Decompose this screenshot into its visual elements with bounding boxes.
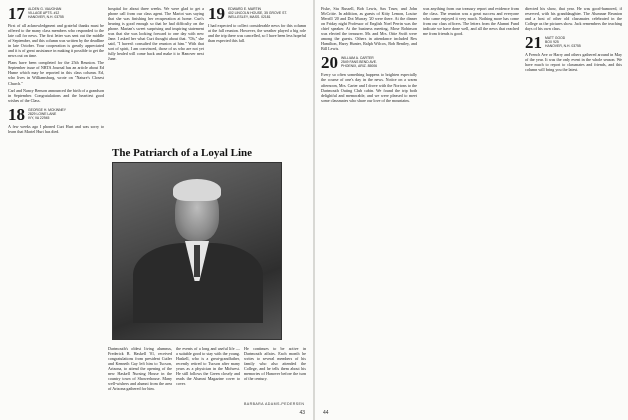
right-page <box>315 0 628 420</box>
class-notes-column-1 <box>321 6 417 406</box>
article-byline: BARBARA ADAMS-PEDERSEN <box>244 402 305 406</box>
class-entry-17-header <box>8 6 104 21</box>
class-secretary-info <box>28 6 64 19</box>
class-notes-column-2 <box>108 6 204 146</box>
class-note-paragraph: hospital for about three weeks. We were glad to get a phone call from our class agent. The Mariot was saying that she was finishing her recuperation at home. Curt's hearing is good enough so that he had difficulty on the phone. Marian's sweet surprising and inspiring statement was that she was looking forward to one day with new Jane. I asked her what Curt thought about that. "Oh," she said, "I haven't consulted the reunion at him." With that sort of spirit, I am convinced, those of us who are not yet fully healed will come back and make it to Hanover next June. <box>108 6 204 62</box>
class-notes-column-3 <box>208 6 306 146</box>
class-year-number: 19 <box>208 6 225 23</box>
page-number: 43 <box>299 410 305 416</box>
left-page <box>0 0 313 420</box>
class-note-paragraph: First of all acknowledgment and grateful thanks must be offered to the many class members who responded to the late call for news. The first letter was sent out the middle of September, and this column was written by the deadline in late October. Your cooperation is greatly appreciated and it is of great assistance in making it possible to get the news out on time. <box>8 23 105 59</box>
portrait-photo <box>112 162 282 340</box>
article-paragraph: Dartmouth's oldest living alumnus, Frederick B. Haskell '01, received congratulations from president Cutler and Kenneth Gay left him to Tucson, Arizona, to attend the opening of the new Haskell Nursing House in the country town of Showerhouse. Many well-wishers and alumni from the area of Arizona gathered for him. <box>108 346 172 392</box>
class-note-paragraph: Fiske, Stu Russell, Bob Lewis, Sax Truer, and John McCritie. In addition, as guests of Kitty Lemon, Louise Merrill '20 and Dot Murray '20 were there. At the dinner on Friday night Professor of English Noel Perrin was the chief speaker. At the business meeting, Mose Robinson was elected the treasurer. Mr. and Mrs. Ottie Swift were among the guests. Others in attendance included Rex Hamilton, Harry Hunter, Ralph Wilcox, Bob Bentley, and Bill Lewis. <box>321 6 417 52</box>
secretary-address-line-2: HANOVER, N.H. 03755 <box>545 44 581 49</box>
class-note-paragraph: Carl and Nancy Benson announced the birth of a grandson in September. Congratulations and the heartiest good wishes of the Class. <box>8 87 104 103</box>
class-notes-column-1 <box>8 6 104 136</box>
class-note-paragraph: was anything from our treasury report and evidence from the class. The reunion was a great success and everyone who came enjoyed it very much. Nothing more has come from our class officers. The letters from the Alumni Fund indicate we have done well, and all the news that reached me from friends is good. <box>423 6 519 37</box>
class-year-number: 18 <box>8 104 25 124</box>
class-note-paragraph: directed his show, that year. He was good-humored, if reserved, with his granddaughter. The Alumnae Reunion and a host of other old classmates celebrated in the College as the pictures show. Jack remembers the teaching days of his own class. <box>525 6 622 32</box>
class-secretary-info <box>341 55 377 68</box>
class-entry-19-header <box>208 6 306 21</box>
class-secretary-info <box>545 35 581 48</box>
secretary-address-line-1: VILLAGE APTS. #12 <box>28 11 60 15</box>
secretary-name: MATT GOOD <box>545 36 566 41</box>
class-note-paragraph: A French Ave or Harry and others gathered around in May of the year. It was the only event in the whole season. We have much to report to classmates and friends, and this column will bring you the latest. <box>525 52 622 73</box>
secretary-address-line-2: WELLESLEY, MASS. 02181 <box>228 15 271 19</box>
page-number: 44 <box>323 410 329 416</box>
secretary-address-line-2: IVY, VA 22945 <box>28 115 50 120</box>
secretary-address-line-1: 2549 FANS BEND AVE. <box>341 60 377 65</box>
class-note-paragraph: Plans have been completed for the 25th Reunion. The September issue of NRTA Journal has an article about Ed Hume which may be reported in this class column. Ed, who lives in Williamsburg, wrote on "Nature's Closest Church." <box>8 60 104 86</box>
secretary-address-line-2: PHOENIX, ARIZ. 85006 <box>341 64 377 69</box>
article-paragraph: He continues to be active in Dartmouth affairs. Each month he writes to several members of his family who also attended the College, and he tells them about his memories of Hanover before the turn of the century. <box>244 346 306 382</box>
article-column-3 <box>244 346 306 398</box>
secretary-address-line-1: 402 LINCOLN HOUSE, 35 GROVE ST. <box>228 11 287 15</box>
secretary-name: GEORGE H. MCKINNEY <box>28 107 67 112</box>
secretary-name: ALDEN G. VAUGHAN <box>28 7 62 11</box>
article-column-2 <box>176 346 240 402</box>
secretary-address-line-2: HANOVER, N.H. 03755 <box>28 15 64 19</box>
class-note-paragraph: I had expected to collect considerable news for this column at the fall reunion. However, the weather played a big role and the trip there was cancelled, so I have been less hopeful than expected this fall. <box>208 23 306 44</box>
class-notes-column-2 <box>423 6 519 406</box>
article-paragraph: the events of a long and useful life — a suitable good to stay with the young. Haskell, who is a great-grandfather, recently retired to Tucson after many years as a physician in the Midwest. He still follows the Green closely and reads the Alumni Magazine cover to cover. <box>176 346 240 387</box>
class-secretary-info <box>228 6 287 19</box>
photo-subject-hair <box>173 179 221 201</box>
class-note-paragraph: A few weeks ago I phoned Curt Hurt and was sorry to learn that Mariel Hurt has died. <box>8 123 104 134</box>
photo-subject-tie <box>194 245 200 277</box>
class-secretary-info <box>28 107 66 120</box>
class-year-number: 20 <box>321 53 338 73</box>
class-note-paragraph: Every so often something happens to brighten especially the course of one's day in the news. Notice on a warm afternoon, Mrs. Carter and I drove with the Nortons to the Dartmouth Outing Club cabin. We found the trip both delightful and memorable, and we were pleased to meet some classmates who share our love of the mountains. <box>321 72 417 103</box>
article-column-1 <box>108 346 172 408</box>
secretary-name: EDWARD E. MARTIN <box>228 7 261 11</box>
class-notes-column-3 <box>525 6 622 406</box>
class-entry-20-header <box>321 53 417 73</box>
secretary-address-line-1: 2829 LOWE LANE <box>28 111 57 116</box>
secretary-address-line-1: BOX 925 <box>545 40 559 45</box>
class-entry-18-header <box>8 104 104 124</box>
class-year-number: 21 <box>525 33 542 53</box>
class-year-number: 17 <box>8 4 25 23</box>
article-title: The Patriarch of a Loyal Line <box>112 147 253 159</box>
secretary-name: WILLIAM A. CARTER <box>341 56 374 61</box>
class-entry-21-header <box>525 33 622 53</box>
